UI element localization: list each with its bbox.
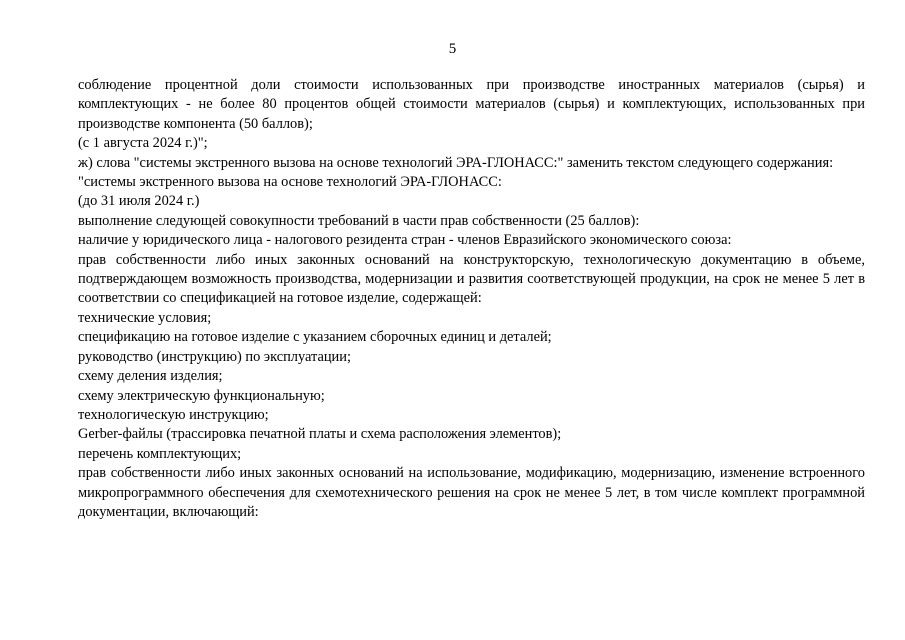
- list-item-electrical-scheme: схему электрическую функциональную;: [78, 387, 325, 404]
- paragraph-valid-until: (до 31 июля 2024 г.): [78, 193, 200, 210]
- list-item-components-list: перечень комплектующих;: [78, 445, 242, 462]
- list-item-tech-instruction: технологическую инструкцию;: [78, 406, 269, 423]
- paragraph-documentation-rights: прав собственности либо иных законных оснований на конструкторскую, технологическую документацию в объеме, подтверждающем возможность производства, модернизации и развития соответствующей продукции, на срок не менее 5 лет в соответствии со спецификацией на готовое изделие, содержащей:: [78, 251, 865, 307]
- paragraph-ownership-requirements: выполнение следующей совокупности требований в части прав собственности (25 баллов):: [78, 212, 640, 229]
- document-body: [78, 76, 865, 522]
- list-item-manual: руководство (инструкцию) по эксплуатации;: [78, 348, 351, 365]
- page-number: 5: [448, 41, 457, 57]
- list-item-gerber-files: Gerber-файлы (трассировка печатной платы и схема расположения элементов);: [78, 426, 562, 443]
- list-item-division-scheme: схему деления изделия;: [78, 368, 223, 385]
- paragraph-section-heading: "системы экстренного вызова на основе технологий ЭРА-ГЛОНАСС:: [78, 174, 502, 191]
- list-item-specification: спецификацию на готовое изделие с указанием сборочных единиц и деталей;: [78, 329, 552, 346]
- list-item-technical-conditions: технические условия;: [78, 309, 212, 326]
- paragraph-legal-entity: наличие у юридического лица - налогового резидента стран - членов Евразийского экономического союза:: [78, 232, 732, 249]
- paragraph-effective-from: (с 1 августа 2024 г.)";: [78, 135, 208, 152]
- paragraph-firmware-rights: прав собственности либо иных законных оснований на использование, модификацию, модернизацию, изменение встроенного микропрограммного обеспечения для схемотехнического решения на срок не менее 5 лет, в том числе комплект программной документации, включающий:: [78, 465, 865, 520]
- paragraph-foreign-materials-share: соблюдение процентной доли стоимости использованных при производстве иностранных материалов (сырья) и комплектующих - не более 80 процентов общей стоимости материалов (сырья) и комплектующих, использованных при производстве компонента (50 баллов);: [78, 77, 865, 132]
- paragraph-amendment-zh: ж) слова "системы экстренного вызова на основе технологий ЭРА-ГЛОНАСС:" заменить текстом следующего содержания:: [78, 154, 834, 171]
